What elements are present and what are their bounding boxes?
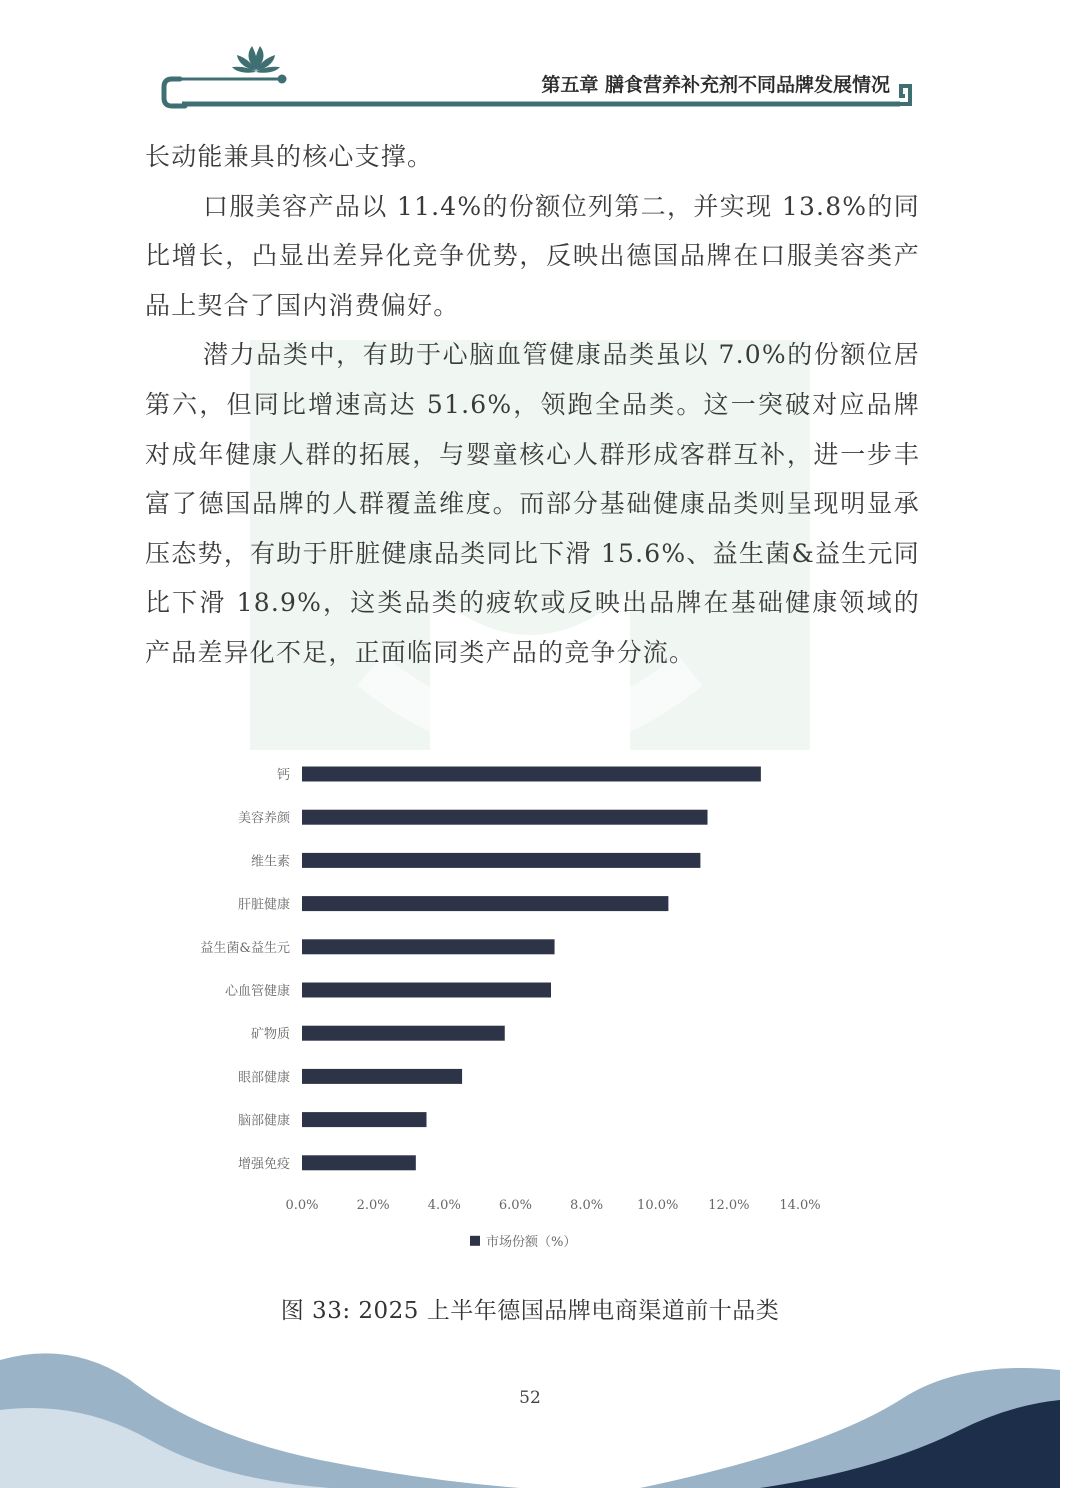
x-tick-label: 8.0% xyxy=(570,1197,604,1213)
bar xyxy=(302,983,551,998)
bar xyxy=(302,810,708,825)
figure-caption: 图 33: 2025 上半年德国品牌电商渠道前十品类 xyxy=(280,1298,780,1324)
lotus-icon xyxy=(232,46,280,73)
category-label: 美容养颜 xyxy=(237,811,290,827)
bar xyxy=(302,1026,505,1041)
x-tick-label: 14.0% xyxy=(779,1197,821,1213)
x-tick-label: 12.0% xyxy=(708,1197,750,1213)
category-label: 增强免疫 xyxy=(237,1156,290,1172)
bar xyxy=(302,1069,462,1084)
bar xyxy=(302,767,761,782)
category-label: 心血管健康 xyxy=(224,984,290,999)
bar xyxy=(302,1112,427,1127)
paragraph-3: 潜力品类中，有助于心脑血管健康品类虽以 7.0%的份额位居第六，但同比增速高达 51.6%，领跑全品类。这一突破对应品牌对成年健康人群的拓展，与婴童核心人群形成客群互补，进一步丰富了德国品牌的人群覆盖维度。而部分基础健康品类则呈现明显承压态势，有助于肝脏健康品类同比下滑 15.6%、益生菌&益生元同比下滑 18.9%，这类品类的疲软或反映出品牌在基础健康领域的产品差异化不足，正面临同类产品的竞争分流。 xyxy=(145,340,920,667)
category-label: 脑部健康 xyxy=(237,1113,290,1129)
body-text xyxy=(145,132,920,678)
category-label: 钙 xyxy=(276,768,290,783)
x-tick-label: 4.0% xyxy=(427,1197,461,1213)
bar xyxy=(302,939,555,954)
x-tick-label: 2.0% xyxy=(356,1197,390,1213)
header-decoration xyxy=(0,0,1080,130)
legend-label: 市场份额（%） xyxy=(486,1234,577,1250)
x-tick-label: 0.0% xyxy=(285,1197,319,1213)
paragraph-1: 长动能兼具的核心支撑。 xyxy=(145,142,434,171)
bar xyxy=(302,853,700,868)
category-label: 益生菌&益生元 xyxy=(200,940,290,956)
x-tick-label: 6.0% xyxy=(498,1197,532,1213)
category-label: 维生素 xyxy=(250,854,290,870)
paragraph-2: 口服美容产品以 11.4%的份额位列第二，并实现 13.8%的同比增长，凸显出差异化竞争优势，反映出德国品牌在口服美容类产品上契合了国内消费偏好。 xyxy=(145,191,920,320)
footer-wave-decoration xyxy=(0,1340,1080,1488)
x-tick-label: 10.0% xyxy=(637,1197,679,1213)
category-label: 肝脏健康 xyxy=(237,897,290,913)
category-label: 矿物质 xyxy=(250,1027,290,1043)
category-label: 眼部健康 xyxy=(237,1070,290,1086)
page-header xyxy=(0,0,1080,130)
bar xyxy=(302,896,668,911)
bar-chart xyxy=(160,750,920,1270)
page-number: 52 xyxy=(519,1388,541,1408)
bar xyxy=(302,1155,416,1170)
legend-swatch xyxy=(470,1236,480,1246)
chapter-title: 第五章 膳食营养补充剂不同品牌发展情况 xyxy=(541,74,890,96)
